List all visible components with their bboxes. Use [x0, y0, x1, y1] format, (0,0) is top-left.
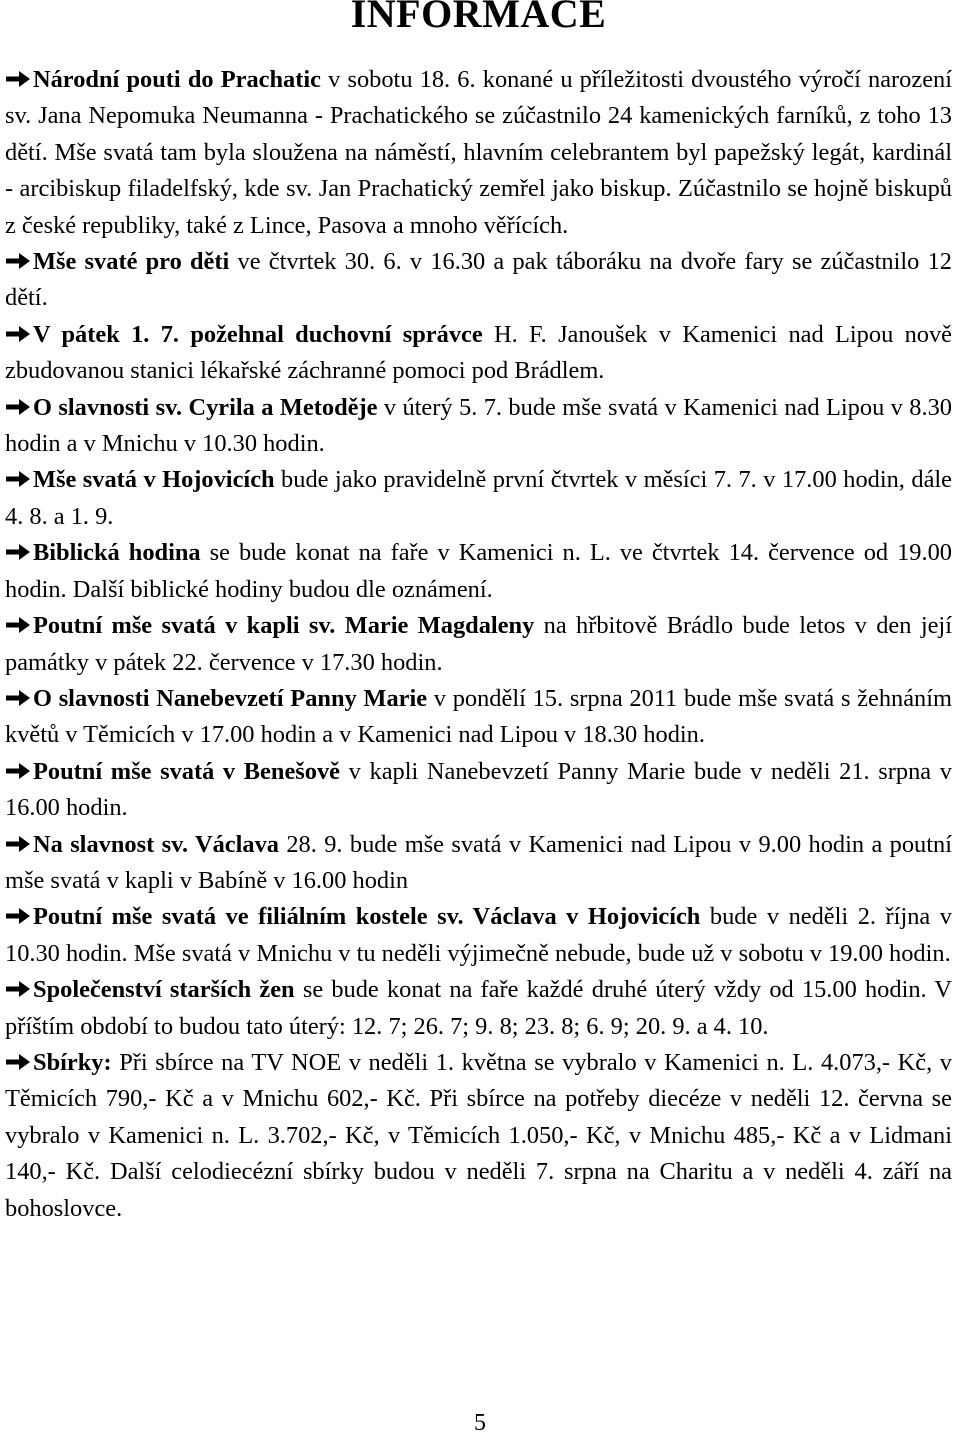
announcement-item	[5, 608, 952, 681]
arrow-right-icon	[5, 681, 31, 717]
announcement-text: 28. 9. bude mše svatá v Kamenici nad Lipou v 9.00 hodin a poutní mše svatá v kapli v Babíně v 16.00 hodin	[5, 830, 952, 894]
announcement-text: v pondělí 15. srpna 2011 bude mše svatá s žehnáním květů v Těmicích v 17.00 hodin a v Kamenici nad Lipou v 18.30 hodin.	[5, 684, 952, 749]
announcement-text: ve čtvrtek 30. 6. v 16.30 a pak táboráku na dvoře fary se zúčastnilo 12 dětí.	[5, 248, 952, 312]
arrow-right-icon	[5, 608, 31, 644]
announcement-text: v kapli Nanebevzetí Panny Marie bude v neděli 21. srpna v 16.00 hodin.	[5, 757, 952, 822]
announcement-item	[5, 244, 952, 317]
announcement-item	[5, 1045, 952, 1227]
announcement-heading: Poutní mše svatá v Benešově	[33, 757, 340, 785]
announcement-text: bude v neděli 2. října v 10.30 hodin. Mše svatá v Mnichu v tu neděli výjimečně nebude, bude už v sobotu v 19.00 hodin.	[5, 903, 952, 967]
arrow-right-icon	[5, 535, 31, 571]
announcement-heading: Národní pouti do Prachatic	[33, 66, 321, 93]
page-title: INFORMACE	[350, 0, 607, 36]
announcement-text: se bude konat na faře každé druhé úterý vždy od 15.00 hodin. V příštím období to budou tato úterý: 12. 7; 26. 7; 9. 8; 23. 8; 6. 9; 20. 9. a 4. 10.	[5, 976, 953, 1040]
announcement-heading: Sbírky:	[33, 1048, 112, 1076]
announcement-item	[5, 972, 952, 1045]
announcement-text: H. F. Janoušek v Kamenici nad Lipou nově zbudovanou stanici lékařské záchranné pomoci pod Brádlem.	[5, 320, 952, 385]
announcement-list	[5, 62, 952, 1227]
announcement-heading: O slavnosti Nanebevzetí Panny Marie	[33, 684, 428, 712]
announcement-heading: Mše svaté pro děti	[33, 248, 230, 276]
announcement-text: v úterý 5. 7. bude mše svatá v Kamenici nad Lipou v 8.30 hodin a v Mnichu v 10.30 hodin.	[5, 393, 952, 458]
announcement-text: bude jako pravidelně první čtvrtek v měsíci 7. 7. v 17.00 hodin, dále 4. 8. a 1. 9.	[5, 466, 952, 530]
page-number: 5	[474, 1410, 486, 1436]
announcement-text: na hřbitově Brádlo bude letos v den její památky v pátek 22. července v 17.30 hodin.	[5, 612, 952, 676]
arrow-right-icon	[5, 754, 31, 790]
announcement-item	[5, 754, 952, 827]
arrow-right-icon	[5, 62, 31, 98]
announcement-heading: Na slavnost sv. Václava	[33, 830, 279, 858]
arrow-right-icon	[5, 462, 31, 498]
announcement-item	[5, 681, 952, 754]
arrow-right-icon	[5, 390, 31, 426]
announcement-heading: Poutní mše svatá ve filiálním kostele sv. Václava v Hojovicích	[33, 903, 701, 931]
announcement-text: v sobotu 18. 6. konané u příležitosti dvoustého výročí narození sv. Jana Nepomuka Neumanna - Prachatického se zúčastnilo 24 kamenických farníků, z toho 13 dětí. Mše svatá tam byla sloužena na náměstí, hlavním celebrantem byl papežský legát, kardinál - arcibiskup filadelfský, kde sv. Jan Prachatický zemřel jako biskup. Zúčastnilo se hojně biskupů z české republiky, také z Lince, Pasova a mnoho věřících.	[5, 66, 952, 239]
announcement-text: se bude konat na faře v Kamenici n. L. ve čtvrtek 14. července od 19.00 hodin. Další biblické hodiny budou dle oznámení.	[5, 539, 952, 603]
arrow-right-icon	[5, 972, 31, 1008]
announcement-heading: O slavnosti sv. Cyrila a Metoděje	[33, 393, 378, 421]
announcement-heading: Mše svatá v Hojovicích	[33, 466, 275, 494]
announcement-item	[5, 899, 952, 972]
announcement-item	[5, 62, 952, 244]
announcement-heading: Společenství starších žen	[33, 976, 295, 1004]
announcement-item	[5, 462, 952, 535]
arrow-right-icon	[5, 899, 31, 935]
arrow-right-icon	[5, 1045, 31, 1081]
announcement-item	[5, 827, 952, 900]
announcement-item	[5, 535, 952, 608]
arrow-right-icon	[5, 317, 31, 353]
announcement-item	[5, 390, 952, 463]
arrow-right-icon	[5, 244, 31, 280]
announcement-heading: V pátek 1. 7. požehnal duchovní správce	[33, 320, 483, 348]
announcement-heading: Poutní mše svatá v kapli sv. Marie Magdaleny	[33, 612, 535, 640]
arrow-right-icon	[5, 827, 31, 863]
announcement-item	[5, 317, 952, 390]
announcement-heading: Biblická hodina	[33, 539, 201, 567]
announcement-text: Při sbírce na TV NOE v neděli 1. května se vybralo v Kamenici n. L. 4.073,- Kč, v Těmicích 790,- Kč a v Mnichu 602,- Kč. Při sbírce na potřeby diecéze v neděli 12. června se vybralo v Kamenici n. L. 3.702,- Kč, v Těmicích 1.050,- Kč, v Mnichu 485,- Kč a v Lidmani 140,- Kč. Další celodiecézní sbírky budou v neděli 7. srpna na Charitu a v neděli 4. září na bohoslovce.	[5, 1048, 952, 1222]
